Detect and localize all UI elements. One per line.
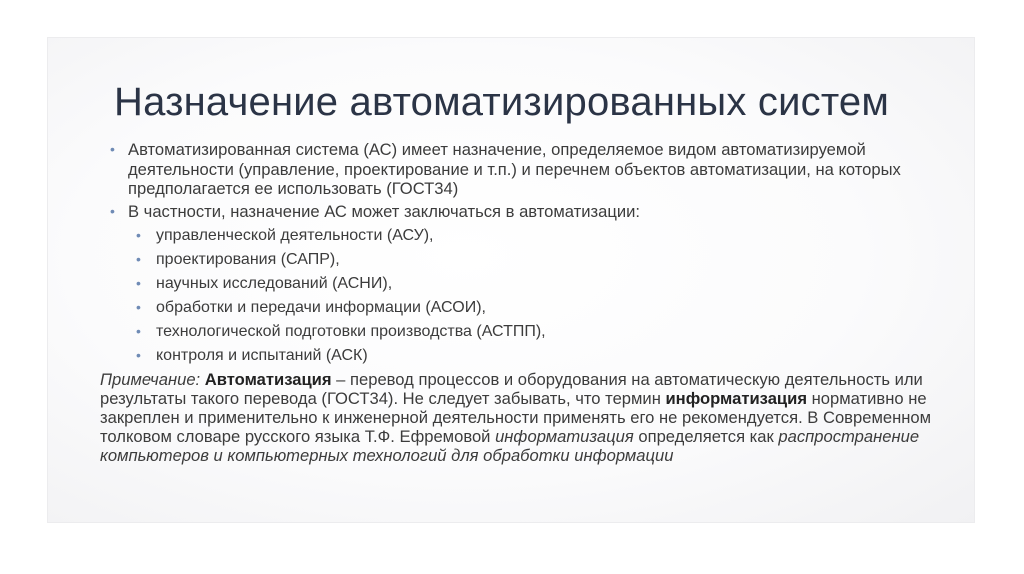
bullet-text: В частности, назначение АС может заключаться в автоматизации: xyxy=(128,201,641,221)
sub-bullet-icon: • xyxy=(136,251,141,267)
slide xyxy=(48,38,974,522)
sub-bullet-text: контроля и испытаний (АСК) xyxy=(156,347,368,364)
sub-bullet-item xyxy=(128,322,940,341)
sub-bullet-item xyxy=(128,346,940,365)
note-text-1: – перевод процессов и оборудования на автоматическую деятельность или результаты такого перевода (ГОСТ34). Не следует забывать, что термин xyxy=(100,370,923,408)
sub-bullet-item xyxy=(128,226,940,245)
bullet-item xyxy=(100,202,940,366)
bullet-icon: • xyxy=(110,202,115,219)
slide-title: Назначение автоматизированных систем xyxy=(114,80,890,124)
note-label: Примечание: xyxy=(100,370,201,389)
note-text-3: определяется как xyxy=(633,427,779,446)
note-definition: распространение компьютеров и компьютерных технологий для обработки информации xyxy=(100,427,920,465)
sub-bullet-text: технологической подготовки производства (АСТПП), xyxy=(156,323,546,340)
sub-bullet-icon: • xyxy=(136,323,141,339)
sub-bullet-icon: • xyxy=(136,299,141,315)
sub-bullet-icon: • xyxy=(136,227,141,243)
note-text-2: нормативно не закреплен и применительно к инженерной деятельности применять его не рекомендуется. В Современном толковом словаре русского языка Т.Ф. Ефремовой xyxy=(100,389,932,446)
sub-bullet-text: научных исследований (АСНИ), xyxy=(156,275,393,292)
slide-body xyxy=(100,140,940,482)
bullet-item xyxy=(100,140,940,199)
sub-bullet-item xyxy=(128,274,940,293)
sub-bullet-text: проектирования (САПР), xyxy=(156,251,340,268)
sub-bullet-item xyxy=(128,298,940,317)
note-term-informatization-italic: информатизация xyxy=(495,427,634,446)
sub-bullet-text: обработки и передачи информации (АСОИ), xyxy=(156,299,486,316)
sub-bullet-text: управленческой деятельности (АСУ), xyxy=(156,227,434,244)
note-paragraph xyxy=(100,370,940,465)
bullet-text: Автоматизированная система (АС) имеет назначение, определяемое видом автоматизируемой деятельности (управление, проектирование и т.п.) и перечнем объектов автоматизации, на которых предполагается ее использовать (ГОСТ34) xyxy=(128,140,901,198)
sub-bullet-item xyxy=(128,250,940,269)
sub-bullet-icon: • xyxy=(136,275,141,291)
bullet-icon: • xyxy=(110,141,115,157)
note-term-automation: Автоматизация xyxy=(204,370,332,389)
note-term-informatization: информатизация xyxy=(665,389,808,408)
bullet-list xyxy=(100,140,940,365)
sub-bullet-list xyxy=(128,226,940,365)
sub-bullet-icon: • xyxy=(136,347,141,363)
